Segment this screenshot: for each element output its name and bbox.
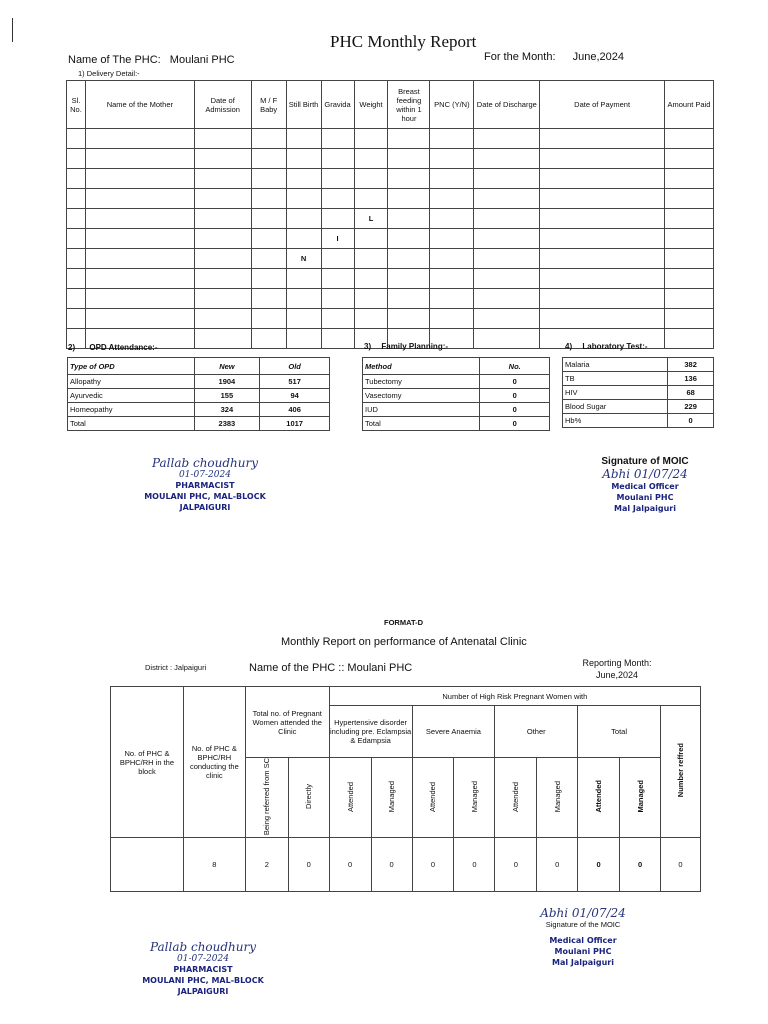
format-pharmacist-sign-date: 01-07-2024 bbox=[177, 954, 229, 964]
stamp-line: Medical Officer bbox=[549, 936, 617, 945]
opd-new: 324 bbox=[194, 403, 260, 417]
antenatal-header-row-1 bbox=[111, 687, 701, 706]
value-other-managed: 0 bbox=[537, 838, 578, 892]
header-still-birth: Still Birth bbox=[286, 81, 321, 129]
lab-count: 229 bbox=[668, 400, 714, 414]
header-total-attended: Attended bbox=[594, 780, 604, 813]
lab-section-label: Laboratory Test:- bbox=[582, 342, 648, 351]
fp-method: IUD bbox=[363, 403, 480, 417]
table-row bbox=[67, 229, 714, 249]
header-high-risk: Number of High Risk Pregnant Women with bbox=[329, 687, 700, 706]
lab-section-number: 4) bbox=[565, 342, 573, 351]
phc-name-row bbox=[68, 54, 235, 66]
table-row bbox=[111, 838, 701, 892]
value-hyp-attended: 0 bbox=[329, 838, 371, 892]
mark-weight: L bbox=[354, 209, 388, 229]
table-row bbox=[67, 189, 714, 209]
value-phc-conducting: 8 bbox=[183, 838, 245, 892]
format-title: Monthly Report on performance of Antenatal Clinic bbox=[281, 636, 527, 648]
table-row bbox=[68, 375, 330, 389]
lab-table bbox=[562, 357, 714, 428]
opd-type: Ayurvedic bbox=[68, 389, 195, 403]
table-row bbox=[67, 309, 714, 329]
lab-test: Malaria bbox=[563, 358, 668, 372]
header-sl-no: Sl. No. bbox=[67, 81, 86, 129]
fp-header-row bbox=[363, 358, 550, 375]
header-gravida: Gravida bbox=[321, 81, 354, 129]
table-row bbox=[67, 249, 714, 269]
lab-count: 382 bbox=[668, 358, 714, 372]
format-moic-sign-label: Signature of the MOIC bbox=[545, 920, 621, 929]
stamp-line: JALPAIGURI bbox=[177, 987, 229, 996]
table-row bbox=[563, 414, 714, 428]
header-discharge-date: Date of Discharge bbox=[474, 81, 540, 129]
stamp-line: Moulani PHC bbox=[554, 947, 612, 956]
moic-signature-block bbox=[590, 456, 700, 514]
stamp-line: PHARMACIST bbox=[175, 481, 235, 490]
table-row bbox=[67, 169, 714, 189]
moic-signature: Abhi 01/07/24 bbox=[602, 467, 688, 481]
fp-section-title bbox=[364, 342, 448, 351]
value-referred: 0 bbox=[661, 838, 701, 892]
fp-method: Tubectomy bbox=[363, 375, 480, 389]
stamp-line: Mal Jalpaiguri bbox=[614, 504, 676, 513]
value-anaemia-attended: 0 bbox=[412, 838, 454, 892]
reporting-month-block bbox=[572, 657, 662, 681]
stamp-line: MOULANI PHC, MAL-BLOCK bbox=[142, 976, 264, 985]
district: District : Jalpaiguri bbox=[145, 663, 207, 672]
lab-count: 68 bbox=[668, 386, 714, 400]
format-label: FORMAT-D bbox=[384, 618, 424, 627]
value-total-attended: 0 bbox=[578, 838, 620, 892]
month-row bbox=[484, 51, 624, 63]
header-other-managed: Managed bbox=[552, 780, 562, 813]
fp-header-no: No. bbox=[480, 358, 550, 375]
pharmacist-signature: Pallab choudhury bbox=[151, 456, 259, 470]
lab-test: TB bbox=[563, 372, 668, 386]
stamp-line: Moulani PHC bbox=[616, 493, 674, 502]
header-anaemia-managed: Managed bbox=[469, 780, 479, 813]
table-row bbox=[363, 375, 550, 389]
format-moic-signature: Abhi 01/07/24 bbox=[540, 906, 626, 920]
table-row bbox=[363, 417, 550, 431]
lab-test: Hb% bbox=[563, 414, 668, 428]
value-other-attended: 0 bbox=[495, 838, 537, 892]
header-hyp-attended: Attended bbox=[345, 781, 355, 812]
value-directly: 0 bbox=[288, 838, 329, 892]
value-phc-in-block bbox=[111, 838, 184, 892]
table-row bbox=[363, 389, 550, 403]
format-moic-signature-block bbox=[528, 906, 638, 968]
format-moic-stamp bbox=[528, 935, 638, 968]
table-row bbox=[563, 386, 714, 400]
opd-type: Homeopathy bbox=[68, 403, 195, 417]
table-row bbox=[67, 149, 714, 169]
moic-stamp bbox=[590, 481, 700, 514]
header-pnc: PNC (Y/N) bbox=[430, 81, 474, 129]
format-pharmacist-signature: Pallab choudhury bbox=[149, 940, 257, 954]
lab-count: 0 bbox=[668, 414, 714, 428]
lab-test: Blood Sugar bbox=[563, 400, 668, 414]
opd-header-new: New bbox=[194, 358, 260, 375]
header-anaemia: Severe Anaemia bbox=[412, 706, 495, 758]
mark-still-birth: N bbox=[286, 249, 321, 269]
moic-sign-label: Signature of MOIC bbox=[601, 456, 689, 467]
opd-old: 94 bbox=[260, 389, 330, 403]
opd-section-title bbox=[68, 343, 158, 352]
opd-section-label: OPD Attendance:- bbox=[89, 343, 158, 352]
opd-type: Total bbox=[68, 417, 195, 431]
opd-table bbox=[67, 357, 330, 431]
phc-name-label: Name of The PHC: bbox=[68, 54, 161, 66]
header-phc-in-block: No. of PHC & BPHC/RH in the block bbox=[111, 687, 184, 838]
header-total-managed: Managed bbox=[635, 780, 645, 813]
header-phc-conducting: No. of PHC & BPHC/RH conducting the clinic bbox=[183, 687, 245, 838]
table-row bbox=[563, 372, 714, 386]
month-value: June,2024 bbox=[572, 51, 624, 63]
opd-new: 155 bbox=[194, 389, 260, 403]
header-admission-date: Date of Admission bbox=[194, 81, 251, 129]
table-row bbox=[67, 129, 714, 149]
header-hyp-managed: Managed bbox=[387, 780, 397, 813]
delivery-section-title: 1) Delivery Detail:- bbox=[78, 69, 140, 78]
antenatal-table bbox=[110, 686, 701, 892]
fp-method: Vasectomy bbox=[363, 389, 480, 403]
header-referred: Number reffred bbox=[676, 743, 685, 798]
pharmacist-stamp bbox=[140, 480, 270, 513]
mark-gravida: I bbox=[321, 229, 354, 249]
pharmacist-signature-block bbox=[140, 456, 270, 513]
opd-new: 1904 bbox=[194, 375, 260, 389]
stamp-line: PHARMACIST bbox=[173, 965, 233, 974]
format-pharmacist-stamp bbox=[138, 964, 268, 997]
opd-old: 1017 bbox=[260, 417, 330, 431]
lab-count: 136 bbox=[668, 372, 714, 386]
format-phc-name: Name of the PHC :: Moulani PHC bbox=[249, 662, 413, 674]
fp-count: 0 bbox=[480, 389, 550, 403]
format-pharmacist-signature-block bbox=[138, 940, 268, 997]
reporting-month: June,2024 bbox=[595, 670, 639, 680]
header-breast-feeding: Breast feeding within 1 hour bbox=[388, 81, 430, 129]
reporting-month-label: Reporting Month: bbox=[582, 658, 652, 668]
table-row bbox=[563, 400, 714, 414]
pharmacist-sign-date: 01-07-2024 bbox=[179, 470, 231, 480]
header-amount-paid: Amount Paid bbox=[664, 81, 713, 129]
delivery-table bbox=[66, 80, 714, 349]
table-row bbox=[563, 358, 714, 372]
delivery-header-row bbox=[67, 81, 714, 129]
fp-section-label: Family Planning:- bbox=[381, 342, 449, 351]
lab-test: HIV bbox=[563, 386, 668, 400]
opd-old: 406 bbox=[260, 403, 330, 417]
phc-name: Moulani PHC bbox=[169, 54, 235, 66]
opd-old: 517 bbox=[260, 375, 330, 389]
report-title: PHC Monthly Report bbox=[330, 32, 477, 51]
table-row bbox=[68, 417, 330, 431]
family-planning-table bbox=[362, 357, 550, 431]
fp-count: 0 bbox=[480, 403, 550, 417]
header-total-pregnant: Total no. of Pregnant Women attended the Clinic bbox=[245, 687, 329, 758]
header-referred-cell bbox=[661, 706, 701, 838]
stamp-line: MOULANI PHC, MAL-BLOCK bbox=[144, 492, 266, 501]
header-being-referred: Being referred from SC bbox=[262, 758, 272, 836]
fp-header-method: Method bbox=[363, 358, 480, 375]
opd-section-number: 2) bbox=[68, 343, 76, 352]
header-anaemia-attended: Attended bbox=[428, 781, 438, 812]
value-being-referred: 2 bbox=[245, 838, 288, 892]
header-baby-sex: M / F Baby bbox=[251, 81, 286, 129]
table-row bbox=[67, 289, 714, 309]
header-other: Other bbox=[495, 706, 578, 758]
stamp-line: Mal Jalpaiguri bbox=[552, 958, 614, 967]
lab-section-title bbox=[565, 342, 648, 351]
opd-new: 2383 bbox=[194, 417, 260, 431]
header-mother-name: Name of the Mother bbox=[85, 81, 194, 129]
fp-count: 0 bbox=[480, 417, 550, 431]
stamp-line: Medical Officer bbox=[611, 482, 679, 491]
header-weight: Weight bbox=[354, 81, 388, 129]
fp-method: Total bbox=[363, 417, 480, 431]
header-directly: Directly bbox=[304, 784, 314, 810]
month-label: For the Month: bbox=[484, 51, 556, 63]
value-hyp-managed: 0 bbox=[371, 838, 412, 892]
opd-header-old: Old bbox=[260, 358, 330, 375]
table-row bbox=[68, 403, 330, 417]
opd-type: Allopathy bbox=[68, 375, 195, 389]
scan-mark bbox=[12, 18, 13, 42]
fp-section-number: 3) bbox=[364, 342, 372, 351]
table-row bbox=[67, 269, 714, 289]
value-anaemia-managed: 0 bbox=[454, 838, 495, 892]
opd-header-row bbox=[68, 358, 330, 375]
fp-count: 0 bbox=[480, 375, 550, 389]
table-row bbox=[67, 209, 714, 229]
header-hypertensive: Hypertensive disorder including pre. Eclampsia & Edampsia bbox=[329, 706, 412, 758]
opd-header-type: Type of OPD bbox=[68, 358, 195, 375]
table-row bbox=[68, 389, 330, 403]
value-total-managed: 0 bbox=[620, 838, 661, 892]
header-payment-date: Date of Payment bbox=[540, 81, 665, 129]
header-other-attended: Attended bbox=[511, 781, 521, 812]
header-total: Total bbox=[578, 706, 661, 758]
stamp-line: JALPAIGURI bbox=[179, 503, 231, 512]
table-row bbox=[363, 403, 550, 417]
